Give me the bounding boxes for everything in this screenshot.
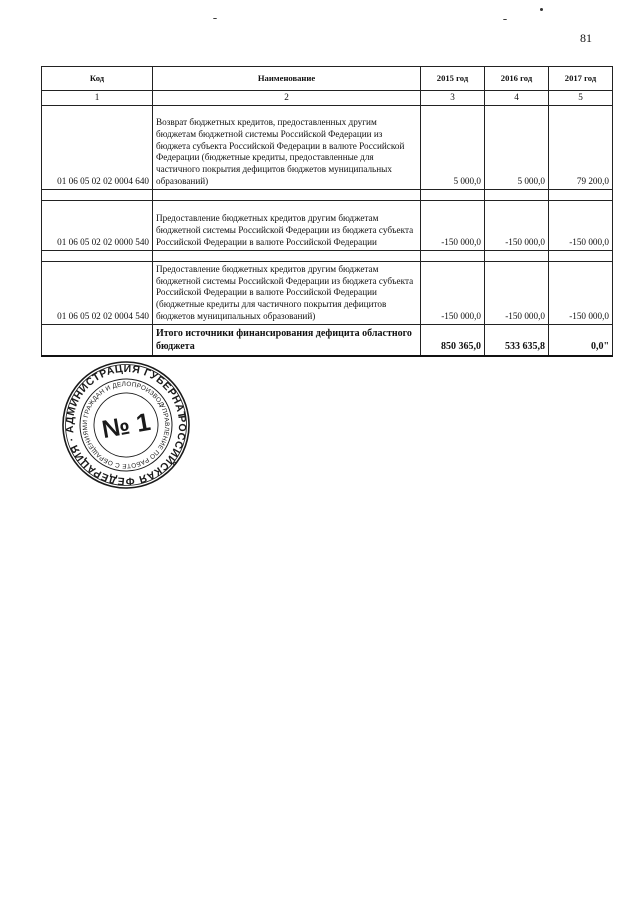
budget-sources-table — [41, 66, 613, 357]
total-row — [42, 324, 613, 356]
row-value-2017: 79 200,0 — [549, 105, 613, 189]
header-2016: 2016 год — [485, 67, 549, 91]
header-name: Наименование — [153, 67, 421, 91]
scan-speck — [503, 19, 507, 20]
total-value-2015: 850 365,0 — [421, 324, 485, 356]
official-round-stamp — [60, 359, 192, 491]
column-number-row — [42, 91, 613, 106]
total-value-2017: 0,0" — [549, 324, 613, 356]
table-spacer-row — [42, 250, 613, 261]
header-2015: 2015 год — [421, 67, 485, 91]
scan-speck — [213, 18, 217, 19]
page-number: 81 — [580, 31, 592, 45]
row-code: 01 06 05 02 02 0000 540 — [42, 200, 153, 250]
column-number: 3 — [421, 91, 485, 106]
total-value-2016: 533 635,8 — [485, 324, 549, 356]
row-value-2016: 5 000,0 — [485, 105, 549, 189]
row-value-2017: -150 000,0 — [549, 261, 613, 324]
row-value-2015: 5 000,0 — [421, 105, 485, 189]
row-code: 01 06 05 02 02 0004 640 — [42, 105, 153, 189]
row-value-2015: -150 000,0 — [421, 261, 485, 324]
table-row — [42, 200, 613, 250]
scan-speck — [540, 8, 543, 11]
row-code: 01 06 05 02 02 0004 540 — [42, 261, 153, 324]
column-number: 5 — [549, 91, 613, 106]
column-number: 4 — [485, 91, 549, 106]
table-spacer-row — [42, 189, 613, 200]
row-name: Возврат бюджетных кредитов, предоставленных другим бюджетам бюджетной системы Российской Федерации из бюджета субъекта Российской Федерации в валюте Российской Федерации (бюджетные кредиты, предоставленные для частичного покрытия дефицитов бюджетов муниципальных образований) — [153, 105, 421, 189]
header-2017: 2017 год — [549, 67, 613, 91]
header-code: Код — [42, 67, 153, 91]
stamp-inner-text: УПРАВЛЕНИЕ ПО РАБОТЕ С ОБРАЩЕНИЯМИ ГРАЖДАН И ДЕЛОПРОИЗВОДСТВУ — [81, 380, 171, 470]
table-row — [42, 261, 613, 324]
total-code-cell — [42, 324, 153, 356]
column-number: 1 — [42, 91, 153, 106]
row-name: Предоставление бюджетных кредитов другим бюджетам бюджетной системы Российской Федерации из бюджета субъекта Российской Федерации в валюте Российской Федерации — [153, 200, 421, 250]
row-value-2016: -150 000,0 — [485, 200, 549, 250]
row-name: Предоставление бюджетных кредитов другим бюджетам бюджетной системы Российской Федерации из бюджета субъекта Российской Федерации в валюте Российской Федерации (бюджетные кредиты для частичного покрытия дефицитов бюджетов муниципальных образований) — [153, 261, 421, 324]
stamp-number: № 1 — [99, 407, 153, 445]
row-value-2015: -150 000,0 — [421, 200, 485, 250]
stamp-outer-text: РОССИЙСКАЯ ФЕДЕРАЦИЯ · АДМИНИСТРАЦИЯ ГУБЕРНАТОРА — [63, 362, 189, 488]
table-row — [42, 105, 613, 189]
row-value-2017: -150 000,0 — [549, 200, 613, 250]
table-header-row — [42, 67, 613, 91]
total-label: Итого источники финансирования дефицита областного бюджета — [153, 324, 421, 356]
column-number: 2 — [153, 91, 421, 106]
row-value-2016: -150 000,0 — [485, 261, 549, 324]
